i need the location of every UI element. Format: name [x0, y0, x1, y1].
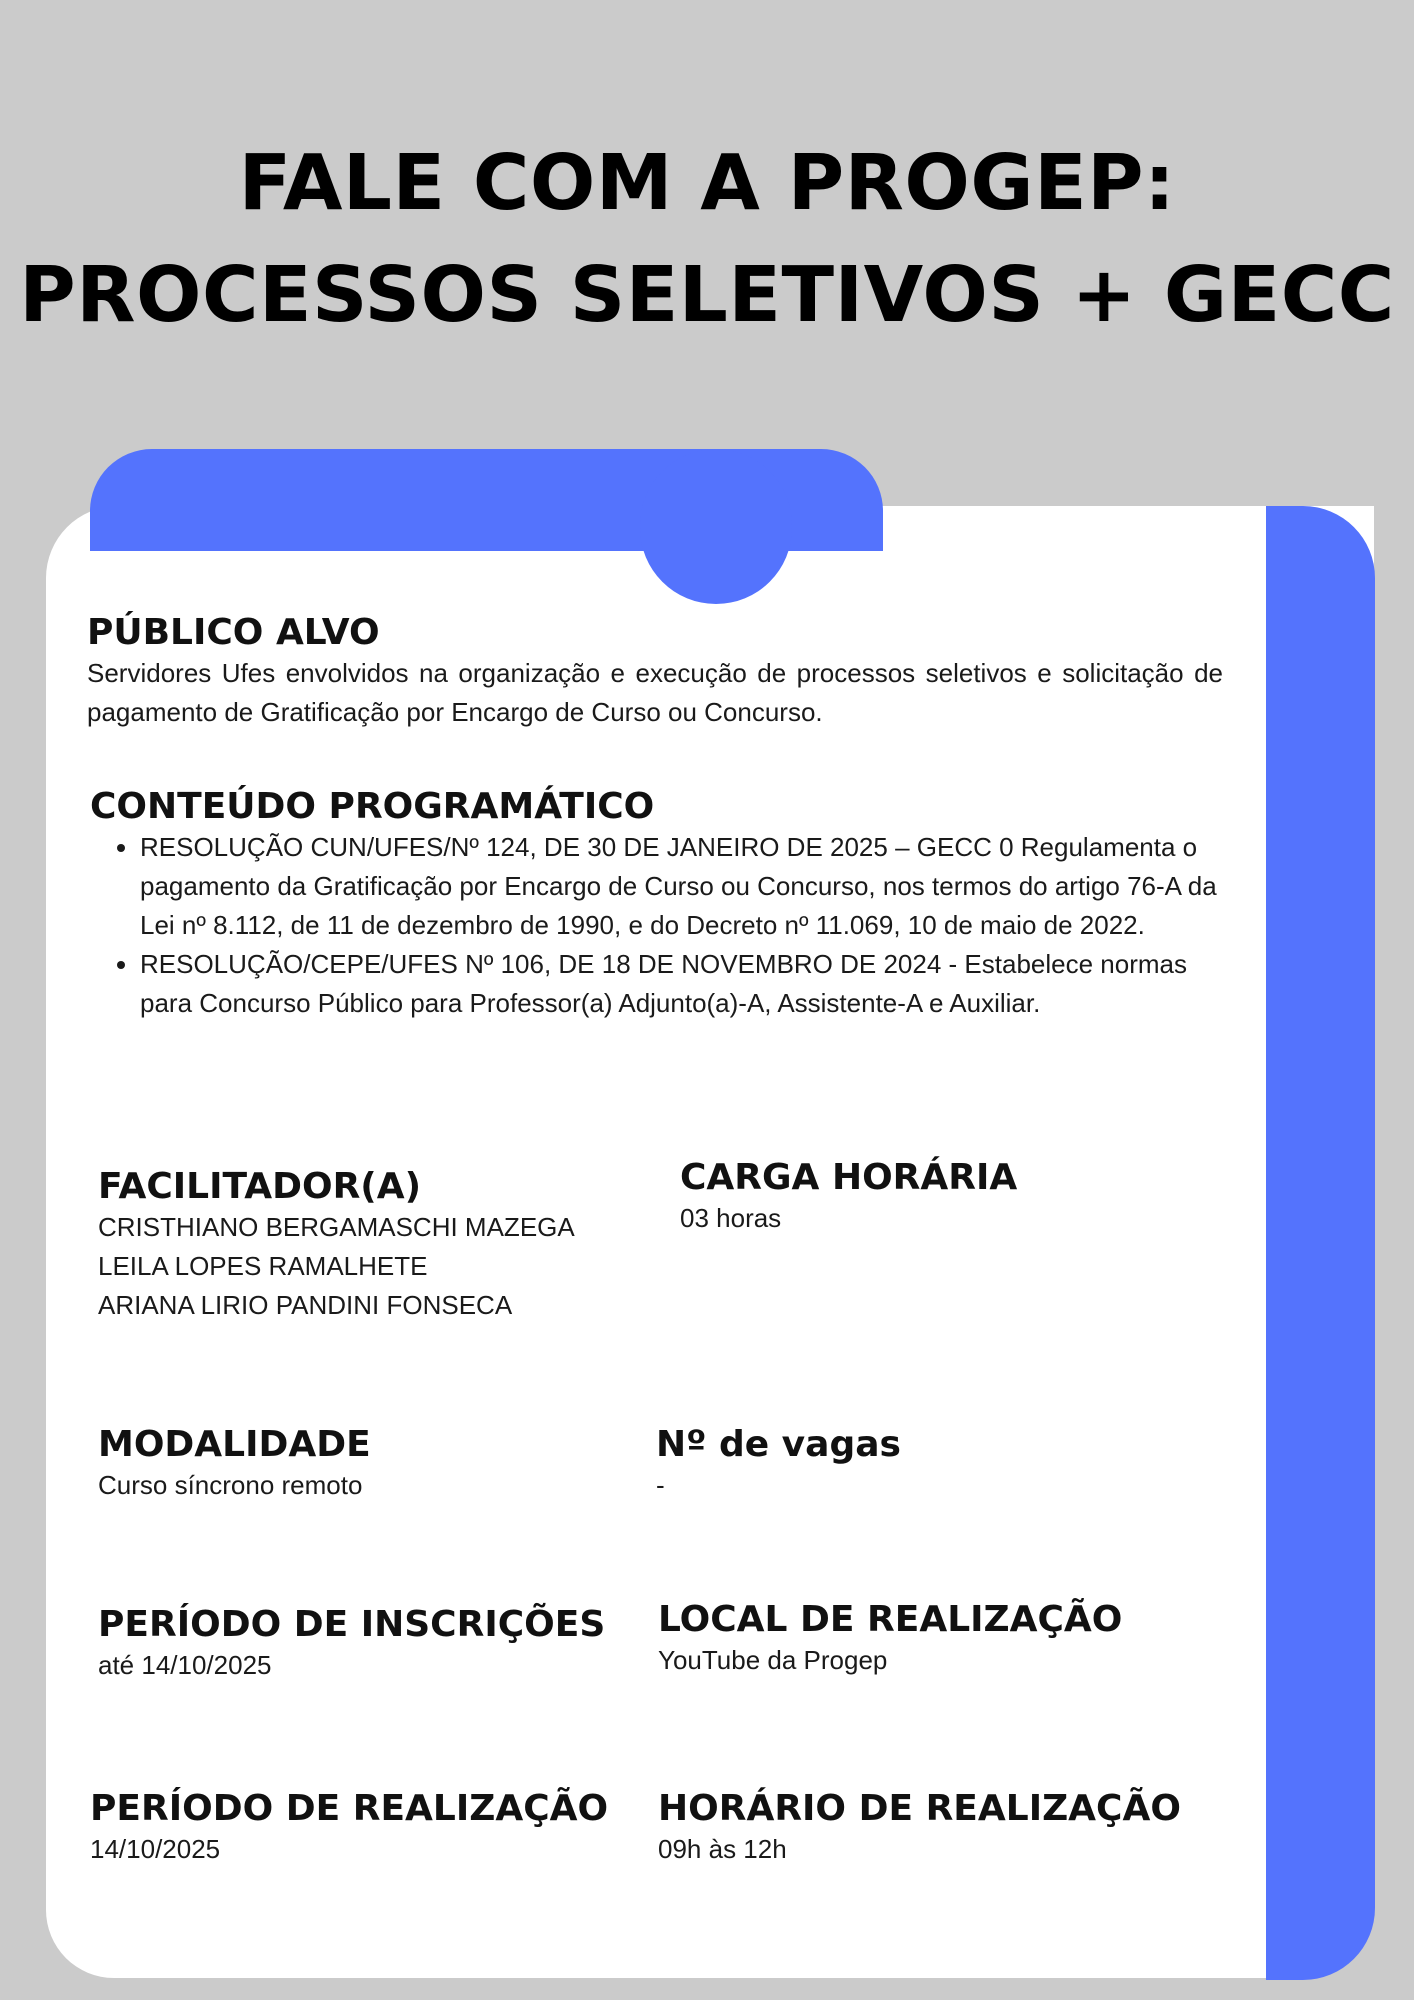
- page-title-line-2: PROCESSOS SELETIVOS + GECC: [19, 251, 1395, 340]
- local-value: YouTube da Progep: [658, 1645, 888, 1675]
- carga-horaria-heading: CARGA HORÁRIA: [680, 1157, 1018, 1198]
- section-periodo-realizacao: [90, 1788, 608, 1869]
- section-facilitador: [98, 1166, 575, 1325]
- facilitador-name-3: ARIANA LIRIO PANDINI FONSECA: [98, 1290, 513, 1320]
- section-carga-horaria: [680, 1157, 1017, 1238]
- facilitador-name-2: LEILA LOPES RAMALHETE: [98, 1251, 428, 1281]
- page-title: [0, 128, 1414, 352]
- section-vagas: [656, 1424, 901, 1505]
- section-horario-realizacao: [658, 1788, 1181, 1869]
- conteudo-item-1: [140, 828, 1240, 945]
- vagas-value: -: [656, 1470, 665, 1500]
- conteudo-item-1-text: RESOLUÇÃO CUN/UFES/Nº 124, DE 30 DE JANEIRO DE 2025 – GECC 0 Regulamenta o pagamento da Gratificação por Encargo de Curso ou Concurso, nos termos do artigo 76-A da Lei nº 8.112, de 11 de dezembro de 1990, e do Decreto nº 11.069, 10 de maio de 2022.: [140, 832, 1217, 940]
- conteudo-item-2-text: RESOLUÇÃO/CEPE/UFES Nº 106, DE 18 DE NOVEMBRO DE 2024 - Estabelece normas para Concurso Público para Professor(a) Adjunto(a)-A, Assistente-A e Auxiliar.: [140, 949, 1187, 1018]
- inscricoes-heading: PERÍODO DE INSCRIÇÕES: [98, 1604, 606, 1645]
- conteudo-item-2: [140, 945, 1240, 1023]
- section-modalidade: [98, 1424, 371, 1505]
- conteudo-heading: CONTEÚDO PROGRAMÁTICO: [90, 786, 655, 827]
- section-local-realizacao: [658, 1599, 1122, 1680]
- modalidade-value: Curso síncrono remoto: [98, 1470, 363, 1500]
- section-conteudo-programatico: [90, 786, 1240, 1023]
- horario-heading: HORÁRIO DE REALIZAÇÃO: [658, 1788, 1181, 1829]
- conteudo-list: [90, 828, 1240, 1023]
- modalidade-heading: MODALIDADE: [98, 1424, 371, 1465]
- vagas-heading: Nº de vagas: [656, 1424, 901, 1465]
- accent-side-bar: [1266, 506, 1375, 1980]
- section-publico-alvo: [87, 612, 1223, 732]
- inscricoes-value: até 14/10/2025: [98, 1650, 272, 1680]
- periodo-realizacao-value: 14/10/2025: [90, 1834, 221, 1864]
- facilitador-names: [98, 1208, 575, 1325]
- periodo-realizacao-heading: PERÍODO DE REALIZAÇÃO: [90, 1788, 609, 1829]
- carga-horaria-value: 03 horas: [680, 1203, 782, 1233]
- page-title-line-1: FALE COM A PROGEP:: [238, 139, 1176, 228]
- accent-tab-circle: [640, 449, 792, 604]
- facilitador-name-1: CRISTHIANO BERGAMASCHI MAZEGA: [98, 1212, 575, 1242]
- horario-value: 09h às 12h: [658, 1834, 787, 1864]
- facilitador-heading: FACILITADOR(A): [98, 1166, 422, 1207]
- publico-alvo-heading: PÚBLICO ALVO: [87, 612, 380, 653]
- local-heading: LOCAL DE REALIZAÇÃO: [658, 1599, 1123, 1640]
- section-periodo-inscricoes: [98, 1604, 605, 1685]
- publico-alvo-text: Servidores Ufes envolvidos na organização e execução de processos seletivos e solicitação de pagamento de Gratificação por Encargo de Curso ou Concurso.: [87, 658, 1223, 727]
